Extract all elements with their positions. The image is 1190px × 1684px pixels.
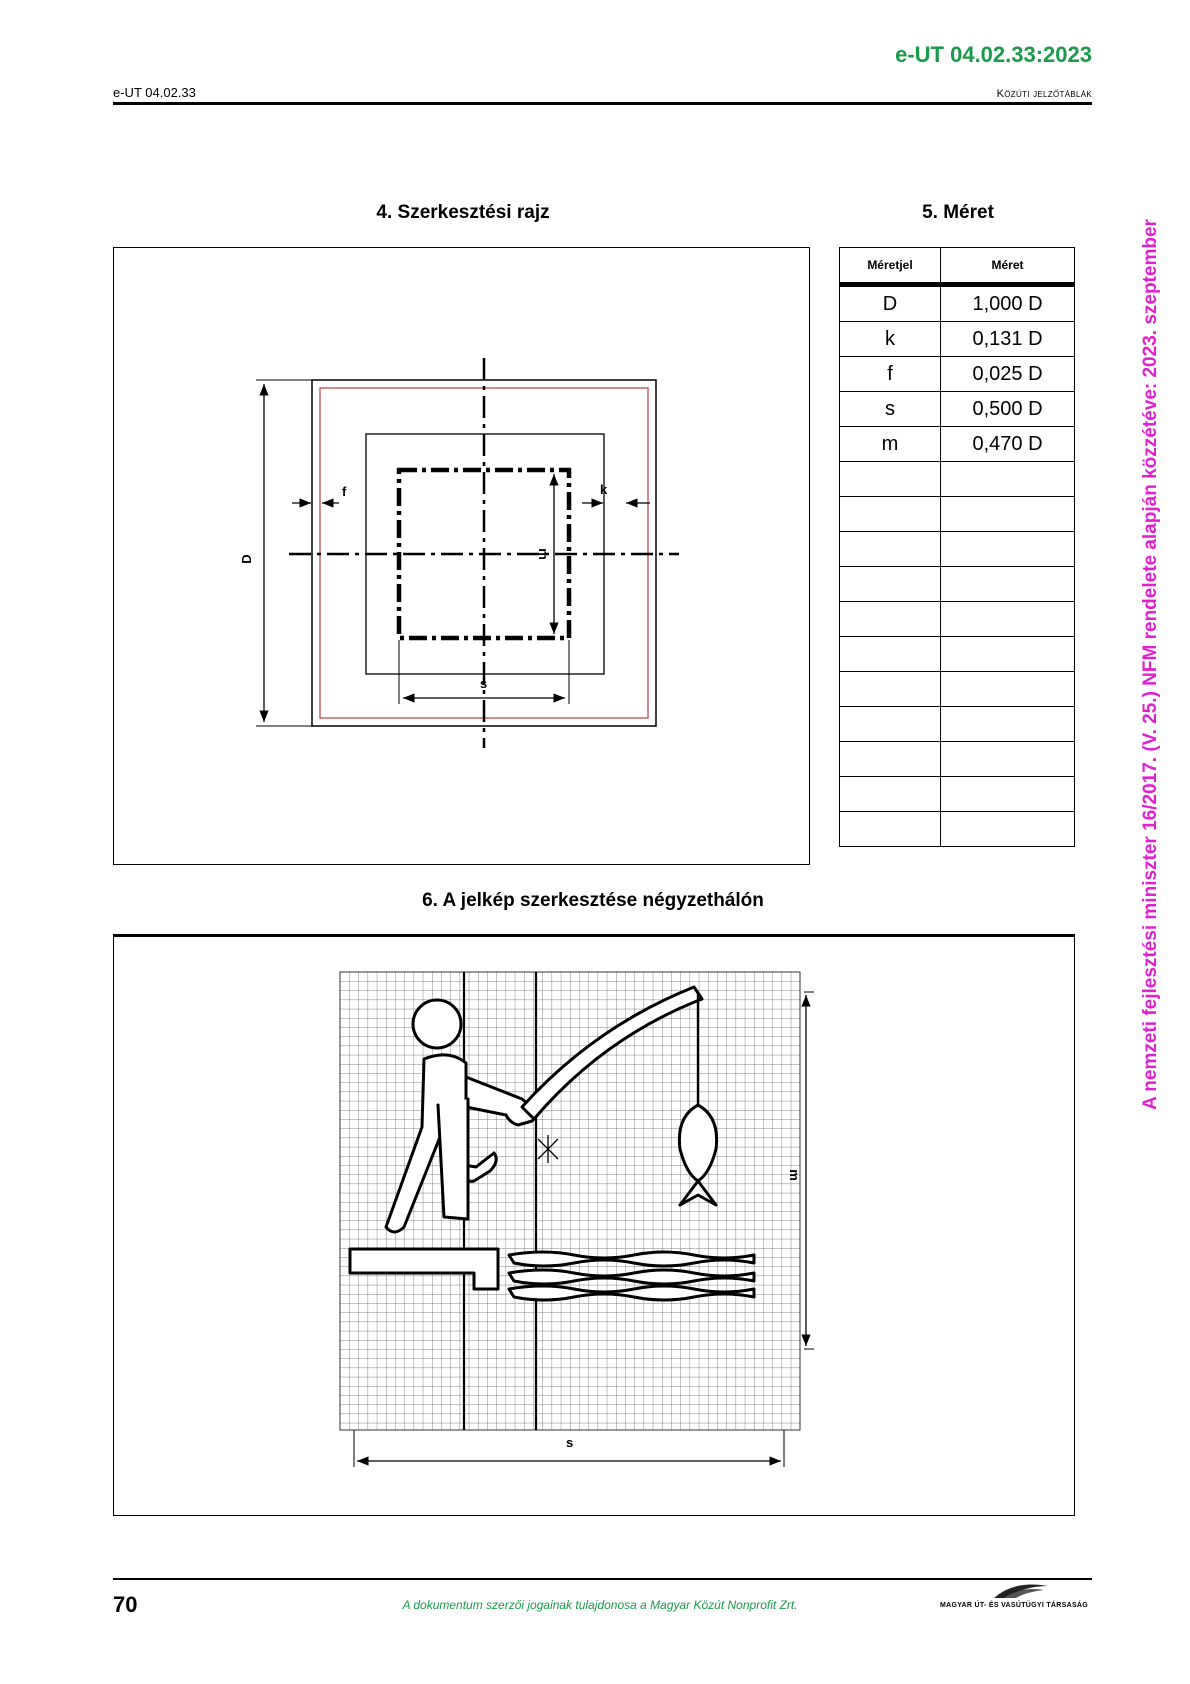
section6-title: 6. A jelkép szerkesztése négyzethálón (422, 890, 764, 911)
size-table (839, 247, 1075, 847)
publisher-logo (938, 1580, 1090, 1620)
empty-table-row (840, 742, 1075, 777)
empty-cell (840, 497, 941, 532)
header-right: Közúti jelzőtáblák (996, 88, 1092, 100)
section5-title: 5. Méret (922, 202, 994, 223)
empty-table-row (840, 567, 1075, 602)
row-value: 0,131 D (941, 322, 1075, 357)
row-value: 0,470 D (941, 427, 1075, 462)
document-code: e-UT 04.02.33:2023 (895, 42, 1092, 67)
empty-table-row (840, 602, 1075, 637)
grid-drawing (114, 937, 1074, 1515)
empty-cell (941, 602, 1075, 637)
side-note: A nemzeti fejlesztési miniszter 16/2017. (V. 25.) NFM rendelete alapján közzétéve: 2023. szeptember (1140, 219, 1161, 1110)
empty-cell (941, 567, 1075, 602)
construction-drawing (114, 248, 808, 863)
table-row (840, 427, 1075, 462)
row-symbol: s (840, 392, 941, 427)
section4-title: 4. Szerkesztési rajz (376, 202, 550, 223)
label-m: m (536, 548, 551, 560)
table-row (840, 285, 1075, 322)
grid-label-s: s (566, 1435, 574, 1450)
empty-table-row (840, 812, 1075, 847)
label-s: s (480, 676, 488, 691)
col-symbol-header: Méretjel (840, 248, 941, 285)
empty-cell (840, 637, 941, 672)
row-symbol: k (840, 322, 941, 357)
label-D: D (239, 554, 254, 564)
construction-drawing-box (113, 247, 810, 865)
empty-cell (840, 672, 941, 707)
table-row (840, 322, 1075, 357)
empty-table-row (840, 462, 1075, 497)
empty-cell (941, 637, 1075, 672)
empty-table-row (840, 672, 1075, 707)
row-symbol: m (840, 427, 941, 462)
empty-cell (941, 497, 1075, 532)
empty-cell (840, 462, 941, 497)
row-symbol: D (840, 285, 941, 322)
empty-cell (840, 777, 941, 812)
table-row (840, 357, 1075, 392)
header-rule (113, 102, 1092, 105)
grid-drawing-box (113, 934, 1075, 1516)
empty-cell (941, 777, 1075, 812)
row-value: 0,500 D (941, 392, 1075, 427)
empty-cell (941, 812, 1075, 847)
copyright-notice: A dokumentum szerzői jogainak tulajdonosa a Magyar Közút Nonprofit Zrt. (402, 1598, 798, 1612)
header-left: e-UT 04.02.33 (113, 85, 196, 100)
empty-table-row (840, 532, 1075, 567)
logo-text: MAGYAR ÚT- ÉS VASÚTÜGYI TÁRSASÁG (939, 1602, 1089, 1609)
row-symbol: f (840, 357, 941, 392)
empty-cell (941, 707, 1075, 742)
empty-cell (941, 462, 1075, 497)
empty-cell (941, 532, 1075, 567)
empty-table-row (840, 707, 1075, 742)
empty-cell (941, 742, 1075, 777)
empty-table-row (840, 497, 1075, 532)
empty-table-row (840, 637, 1075, 672)
table-row (840, 392, 1075, 427)
row-value: 0,025 D (941, 357, 1075, 392)
row-value: 1,000 D (941, 285, 1075, 322)
empty-cell (840, 567, 941, 602)
empty-cell (840, 812, 941, 847)
col-value-header: Méret (941, 248, 1075, 285)
page-number: 70 (113, 1592, 138, 1617)
empty-cell (840, 532, 941, 567)
empty-cell (840, 707, 941, 742)
empty-cell (840, 602, 941, 637)
empty-table-row (840, 777, 1075, 812)
grid-label-m: m (787, 1169, 802, 1181)
empty-cell (840, 742, 941, 777)
label-k: k (600, 482, 608, 497)
label-f: f (342, 484, 347, 499)
empty-cell (941, 672, 1075, 707)
